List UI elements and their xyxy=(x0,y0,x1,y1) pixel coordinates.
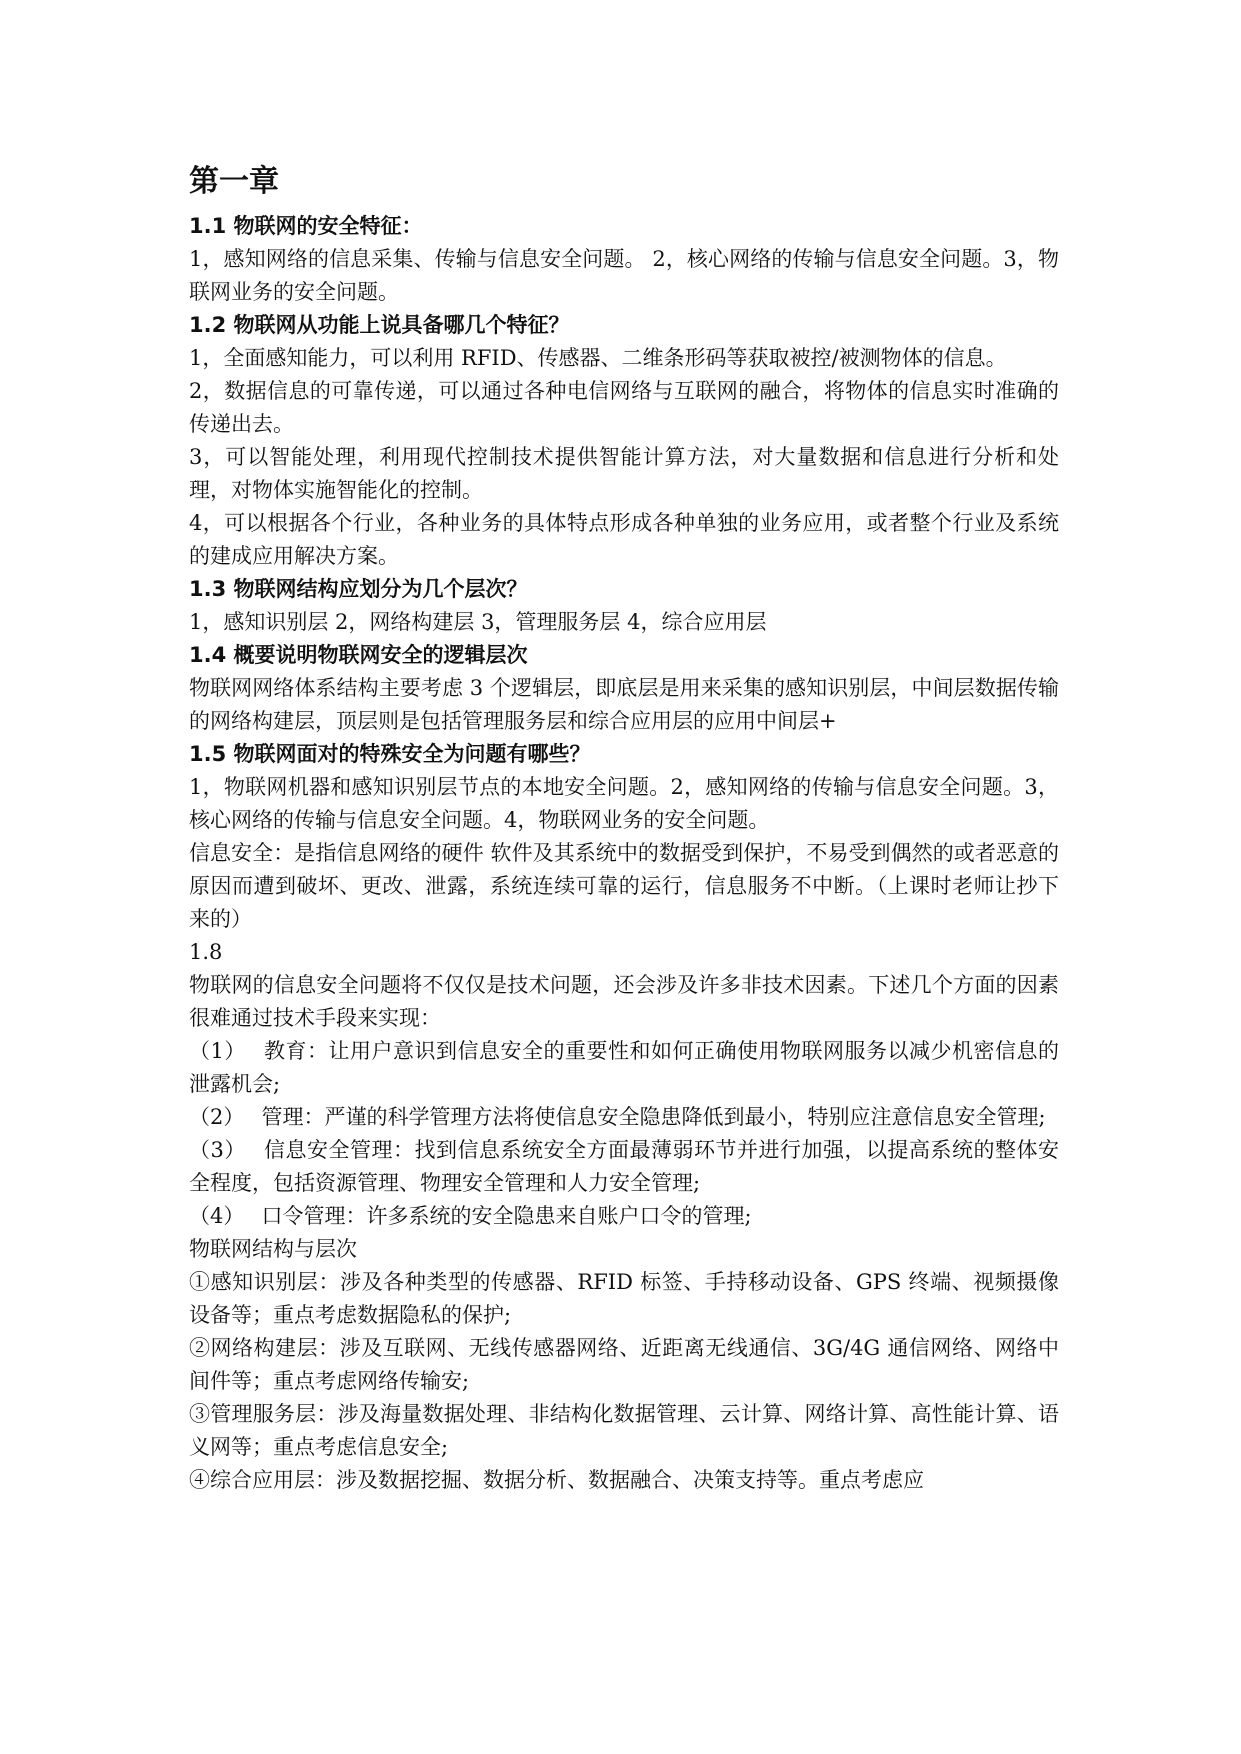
paragraph: 1，感知网络的信息采集、传输与信息安全问题。 2，核心网络的传输与信息安全问题。3，物联网业务的安全问题。 xyxy=(189,247,1059,304)
paragraph: 物联网结构与层次 xyxy=(189,1237,357,1261)
paragraph: 4，可以根据各个行业，各种业务的具体特点形成各种单独的业务应用，或者整个行业及系统的建成应用解决方案。 xyxy=(189,511,1059,568)
paragraph: ④综合应用层：涉及数据挖掘、数据分析、数据融合、决策支持等。重点考虑应 xyxy=(189,1468,924,1492)
paragraph: 3，可以智能处理，利用现代控制技术提供智能计算方法，对大量数据和信息进行分析和处理，对物体实施智能化的控制。 xyxy=(189,445,1059,502)
paragraph: （4） 口令管理：许多系统的安全隐患来自账户口令的管理; xyxy=(189,1204,752,1228)
paragraph: ①感知识别层：涉及各种类型的传感器、RFID 标签、手持移动设备、GPS 终端、视频摄像设备等；重点考虑数据隐私的保护; xyxy=(189,1270,1059,1327)
paragraph: 1，物联网机器和感知识别层节点的本地安全问题。2，感知网络的传输与信息安全问题。3，核心网络的传输与信息安全问题。4，物联网业务的安全问题。 xyxy=(189,775,1059,832)
paragraph: （3） 信息安全管理：找到信息系统安全方面最薄弱环节并进行加强，以提高系统的整体安全程度，包括资源管理、物理安全管理和人力安全管理; xyxy=(189,1138,1059,1195)
chapter-title: 第一章 xyxy=(189,164,279,199)
document-body xyxy=(189,210,1059,1497)
section-heading: 1.1 物联网的安全特征： xyxy=(189,214,423,238)
section-heading: 1.4 概要说明物联网安全的逻辑层次 xyxy=(189,643,528,667)
section-heading: 1.5 物联网面对的特殊安全为问题有哪些？ xyxy=(189,742,591,766)
paragraph: 1，全面感知能力，可以利用 RFID、传感器、二维条形码等获取被控/被测物体的信息。 xyxy=(189,346,1007,370)
paragraph: 物联网的信息安全问题将不仅仅是技术问题，还会涉及许多非技术因素。下述几个方面的因素很难通过技术手段来实现： xyxy=(189,973,1059,1030)
paragraph: 1，感知识别层 2，网络构建层 3，管理服务层 4，综合应用层 xyxy=(189,610,767,634)
paragraph: （1） 教育：让用户意识到信息安全的重要性和如何正确使用物联网服务以减少机密信息的泄露机会; xyxy=(189,1039,1059,1096)
section-heading: 1.3 物联网结构应划分为几个层次？ xyxy=(189,577,528,601)
paragraph: 1.8 xyxy=(189,940,223,964)
paragraph: （2） 管理：严谨的科学管理方法将使信息安全隐患降低到最小，特别应注意信息安全管理; xyxy=(189,1105,1046,1129)
paragraph: ③管理服务层：涉及海量数据处理、非结构化数据管理、云计算、网络计算、高性能计算、语义网等；重点考虑信息安全; xyxy=(189,1402,1059,1459)
paragraph: 2，数据信息的可靠传递，可以通过各种电信网络与互联网的融合，将物体的信息实时准确的传递出去。 xyxy=(189,379,1059,436)
paragraph: 物联网网络体系结构主要考虑 3 个逻辑层，即底层是用来采集的感知识别层，中间层数据传输的网络构建层，顶层则是包括管理服务层和综合应用层的应用中间层+ xyxy=(189,676,1059,733)
document-page xyxy=(189,158,1059,1497)
section-heading: 1.2 物联网从功能上说具备哪几个特征？ xyxy=(189,313,570,337)
paragraph: ②网络构建层：涉及互联网、无线传感器网络、近距离无线通信、3G/4G 通信网络、网络中间件等；重点考虑网络传输安; xyxy=(189,1336,1059,1393)
paragraph: 信息安全：是指信息网络的硬件 软件及其系统中的数据受到保护，不易受到偶然的或者恶意的原因而遭到破坏、更改、泄露，系统连续可靠的运行，信息服务不中断。（上课时老师让抄下来的） xyxy=(189,841,1059,931)
